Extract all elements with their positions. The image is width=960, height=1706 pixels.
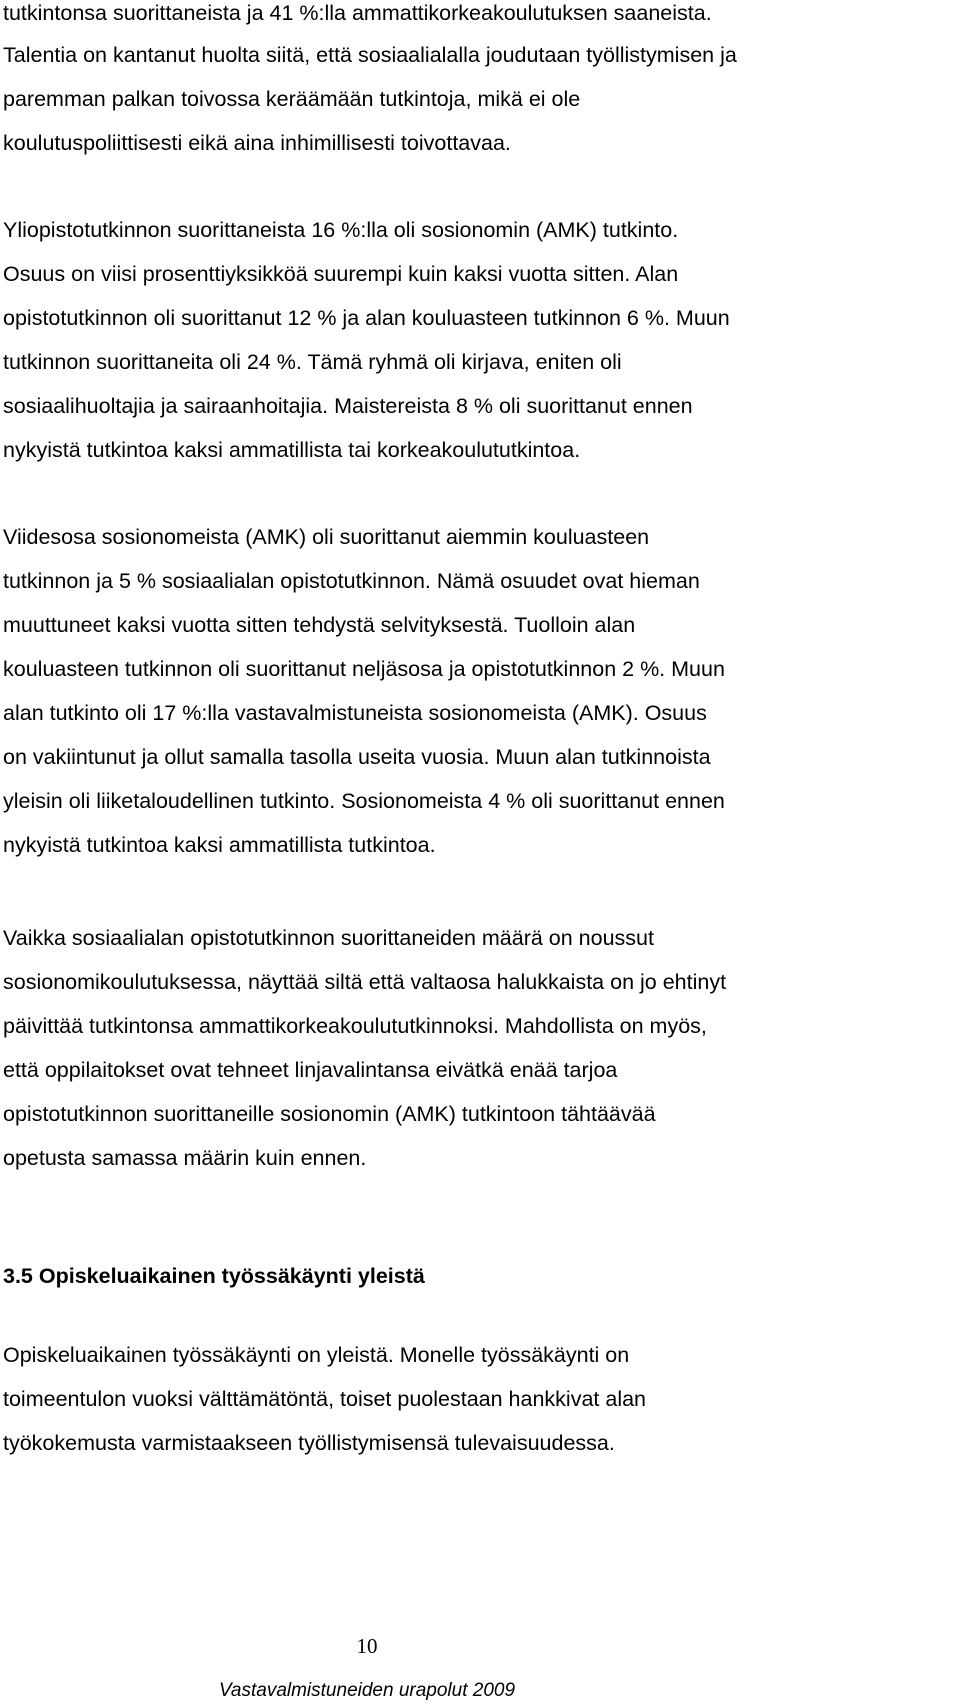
section-paragraph-line-3: työkokemusta varmistaakseen työllistymisensä tulevaisuudessa. — [3, 1431, 615, 1455]
paragraph-4-line-6: opetusta samassa määrin kuin ennen. — [3, 1146, 367, 1170]
paragraph-3-line-3: muuttuneet kaksi vuotta sitten tehdystä selvityksestä. Tuolloin alan — [3, 613, 636, 637]
paragraph-3-line-6: on vakiintunut ja ollut samalla tasolla useita vuosia. Muun alan tutkinnoista — [3, 745, 711, 769]
paragraph-4-line-3: päivittää tutkintonsa ammattikorkeakoulututkinnoksi. Mahdollista on myös, — [3, 1014, 707, 1038]
paragraph-1-line-4: koulutuspoliittisesti eikä aina inhimillisesti toivottavaa. — [3, 131, 511, 155]
section-paragraph-line-1: Opiskeluaikainen työssäkäynti on yleistä. Monelle työssäkäynti on — [3, 1343, 630, 1367]
paragraph-1-line-3: paremman palkan toivossa keräämään tutkintoja, mikä ei ole — [3, 87, 581, 111]
paragraph-3-line-1: Viidesosa sosionomeista (AMK) oli suorittanut aiemmin kouluasteen — [3, 525, 650, 549]
paragraph-1-line-2: Talentia on kantanut huolta siitä, että sosiaalialalla joudutaan työllistymisen ja — [3, 43, 737, 67]
paragraph-3-line-8: nykyistä tutkintoa kaksi ammatillista tutkintoa. — [3, 833, 436, 857]
section-heading: 3.5 Opiskeluaikainen työssäkäynti yleistä — [3, 1264, 425, 1288]
footer-title: Vastavalmistuneiden urapolut 2009 — [218, 1680, 516, 1701]
paragraph-4-line-2: sosionomikoulutuksessa, näyttää siltä että valtaosa halukkaista on jo ehtinyt — [3, 970, 727, 994]
paragraph-4-line-1: Vaikka sosiaalialan opistotutkinnon suorittaneiden määrä on noussut — [3, 926, 654, 950]
paragraph-2-line-3: opistotutkinnon oli suorittanut 12 % ja alan kouluasteen tutkinnon 6 %. Muun — [3, 306, 730, 330]
paragraph-4-line-5: opistotutkinnon suorittaneille sosionomin (AMK) tutkintoon tähtäävää — [3, 1102, 656, 1126]
paragraph-2-line-2: Osuus on viisi prosenttiyksikköä suurempi kuin kaksi vuotta sitten. Alan — [3, 262, 679, 286]
paragraph-3-line-5: alan tutkinto oli 17 %:lla vastavalmistuneista sosionomeista (AMK). Osuus — [3, 701, 707, 725]
paragraph-3-line-2: tutkinnon ja 5 % sosiaalialan opistotutkinnon. Nämä osuudet ovat hieman — [3, 569, 700, 593]
page-number: 10 — [356, 1634, 378, 1658]
paragraph-2-line-4: tutkinnon suorittaneita oli 24 %. Tämä ryhmä oli kirjava, eniten oli — [3, 350, 622, 374]
section-paragraph-line-2: toimeentulon vuoksi välttämätöntä, toiset puolestaan hankkivat alan — [3, 1387, 647, 1411]
paragraph-4-line-4: että oppilaitokset ovat tehneet linjavalintansa eivätkä enää tarjoa — [3, 1058, 618, 1082]
paragraph-2-line-1: Yliopistotutkinnon suorittaneista 16 %:lla oli sosionomin (AMK) tutkinto. — [3, 218, 679, 242]
paragraph-1-line-1: tutkintonsa suorittaneista ja 41 %:lla ammattikorkeakoulutuksen saaneista. — [3, 1, 712, 25]
paragraph-2-line-5: sosiaalihuoltajia ja sairaanhoitajia. Maistereista 8 % oli suorittanut ennen — [3, 394, 693, 418]
paragraph-3-line-7: yleisin oli liiketaloudellinen tutkinto. Sosionomeista 4 % oli suorittanut ennen — [3, 789, 725, 813]
paragraph-2-line-6: nykyistä tutkintoa kaksi ammatillista tai korkeakoulututkintoa. — [3, 438, 581, 462]
paragraph-3-line-4: kouluasteen tutkinnon oli suorittanut neljäsosa ja opistotutkinnon 2 %. Muun — [3, 657, 725, 681]
